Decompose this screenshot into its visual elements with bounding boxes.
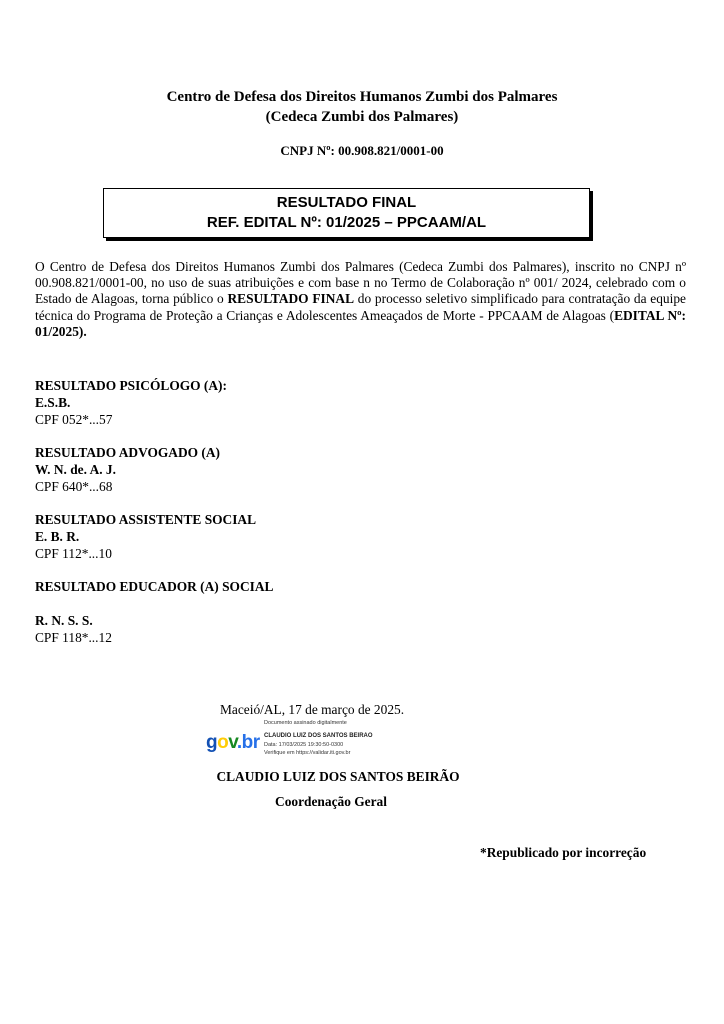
intro-text-2: do processo seletivo simplificado para contratação da equipe técnica do Programa de Proteção a Crianças e Adolescentes Ameaçados de Morte - PPCAAM de Alagoas ( [35,291,686,323]
organization-name: Centro de Defesa dos Direitos Humanos Zumbi dos Palmares [166,89,558,105]
digital-signature-stamp [206,720,386,762]
result-heading: RESULTADO ADVOGADO (A) [35,445,220,460]
candidate-initials: R. N. S. S. [35,613,93,628]
republication-note: *Republicado por incorreção [480,845,647,860]
signature-date: Data: 17/03/2025 19:30:50-0300 [264,742,344,748]
intro-bold-result: RESULTADO FINAL [227,291,355,307]
candidate-cpf: CPF 118*...12 [35,630,112,645]
candidate-cpf: CPF 112*...10 [35,546,112,561]
organization-short-name: (Cedeca Zumbi dos Palmares) [265,109,459,125]
signer-role: Coordenação Geral [275,794,387,809]
candidate-initials: W. N. de. A. J. [35,462,116,477]
gov-br-logo: gov.br [206,732,260,753]
intro-paragraph [35,259,686,340]
edital-reference: REF. EDITAL Nº: 01/2025 – PPCAAM/AL [206,214,487,231]
signer-name: CLAUDIO LUIZ DOS SANTOS BEIRÃO [216,769,460,784]
result-social-worker [35,511,256,562]
result-psychologist [35,377,227,428]
candidate-initials: E. B. R. [35,529,80,544]
signature-verify-link: Verifique em https://validar.iti.gov.br [264,750,351,756]
result-heading: RESULTADO ASSISTENTE SOCIAL [35,512,257,527]
signature-note: Documento assinado digitalmente [264,720,347,726]
result-title-box [103,188,590,238]
result-heading: RESULTADO PSICÓLOGO (A): [35,378,227,393]
result-lawyer [35,444,220,495]
result-social-educator [35,578,273,646]
intro-text-1: O Centro de Defesa dos Direitos Humanos Zumbi dos Palmares (Cedeca Zumbi dos Palmares), inscrito no CNPJ nº 00.908.821/0001-00, no uso de suas atribuições e com base n no Termo de Colaboração nº 001/ 2024, celebrado com o Estado de Alagoas, torna público o [35,259,686,307]
candidate-cpf: CPF 052*...57 [35,412,113,427]
candidate-cpf: CPF 640*...68 [35,479,113,494]
signature-signer-name: CLAUDIO LUIZ DOS SANTOS BEIRAO [264,733,373,739]
intro-bold-edital: EDITAL Nº: 01/2025). [35,307,686,339]
result-title: RESULTADO FINAL [276,194,417,211]
candidate-initials: E.S.B. [35,395,71,410]
result-heading: RESULTADO EDUCADOR (A) SOCIAL [35,579,274,594]
cnpj-number: CNPJ Nº: 00.908.821/0001-00 [280,143,444,158]
place-and-date: Maceió/AL, 17 de março de 2025. [220,702,405,717]
